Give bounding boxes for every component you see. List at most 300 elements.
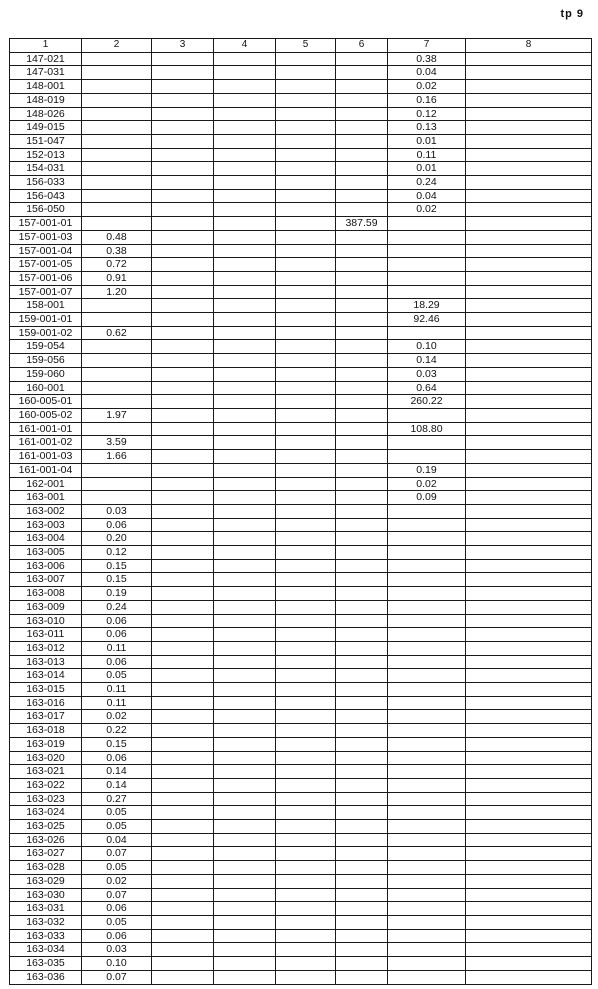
- table-cell: [466, 408, 592, 422]
- table-cell: [214, 724, 276, 738]
- table-cell: 260.22: [388, 395, 466, 409]
- table-cell: [214, 943, 276, 957]
- table-cell: [82, 176, 152, 190]
- table-cell: [388, 573, 466, 587]
- table-cell: [388, 504, 466, 518]
- table-cell: [276, 710, 336, 724]
- row-id-cell: 147-021: [10, 52, 82, 66]
- table-cell: [82, 395, 152, 409]
- table-cell: [152, 299, 214, 313]
- table-row: [10, 724, 592, 738]
- table-cell: [388, 820, 466, 834]
- table-cell: [82, 313, 152, 327]
- table-cell: [152, 902, 214, 916]
- table-cell: [388, 929, 466, 943]
- table-row: [10, 326, 592, 340]
- table-cell: [336, 518, 388, 532]
- table-cell: [466, 93, 592, 107]
- table-cell: [276, 669, 336, 683]
- column-header: 5: [276, 39, 336, 53]
- table-cell: [336, 737, 388, 751]
- table-cell: [152, 52, 214, 66]
- row-id-cell: 148-026: [10, 107, 82, 121]
- table-cell: [214, 902, 276, 916]
- table-cell: [336, 902, 388, 916]
- table-cell: [336, 669, 388, 683]
- row-id-cell: 163-031: [10, 902, 82, 916]
- row-id-cell: 163-017: [10, 710, 82, 724]
- table-cell: [336, 970, 388, 984]
- table-cell: [82, 299, 152, 313]
- table-row: [10, 93, 592, 107]
- table-cell: [466, 751, 592, 765]
- table-cell: [214, 422, 276, 436]
- row-id-cell: 163-011: [10, 628, 82, 642]
- table-cell: [82, 134, 152, 148]
- table-cell: [388, 916, 466, 930]
- row-id-cell: 158-001: [10, 299, 82, 313]
- table-cell: [336, 929, 388, 943]
- table-cell: [466, 367, 592, 381]
- table-cell: [388, 847, 466, 861]
- table-cell: [388, 217, 466, 231]
- table-cell: [466, 532, 592, 546]
- table-cell: [276, 134, 336, 148]
- row-id-cell: 151-047: [10, 134, 82, 148]
- table-cell: [276, 52, 336, 66]
- table-cell: [276, 107, 336, 121]
- table-cell: [214, 491, 276, 505]
- table-cell: [276, 628, 336, 642]
- table-cell: [388, 532, 466, 546]
- table-row: [10, 463, 592, 477]
- row-id-cell: 163-028: [10, 861, 82, 875]
- table-cell: [214, 244, 276, 258]
- table-row: [10, 820, 592, 834]
- table-cell: [82, 381, 152, 395]
- table-cell: [276, 299, 336, 313]
- table-cell: [152, 724, 214, 738]
- table-cell: [276, 395, 336, 409]
- table-cell: [152, 683, 214, 697]
- table-cell: [152, 820, 214, 834]
- table-row: [10, 176, 592, 190]
- header-row: [10, 39, 592, 53]
- table-cell: [276, 765, 336, 779]
- table-cell: 0.06: [82, 614, 152, 628]
- table-row: [10, 916, 592, 930]
- table-cell: [388, 683, 466, 697]
- table-cell: [388, 450, 466, 464]
- table-cell: [214, 874, 276, 888]
- table-cell: [82, 217, 152, 231]
- table-cell: [152, 655, 214, 669]
- table-cell: [276, 737, 336, 751]
- table-cell: 0.07: [82, 888, 152, 902]
- table-cell: 0.07: [82, 970, 152, 984]
- table-cell: [466, 326, 592, 340]
- table-cell: [152, 833, 214, 847]
- table-cell: [466, 477, 592, 491]
- row-id-cell: 163-019: [10, 737, 82, 751]
- table-cell: [152, 107, 214, 121]
- table-cell: [214, 450, 276, 464]
- table-row: [10, 861, 592, 875]
- table-cell: [388, 669, 466, 683]
- table-cell: [466, 217, 592, 231]
- table-cell: [466, 504, 592, 518]
- table-cell: [466, 573, 592, 587]
- table-cell: [336, 916, 388, 930]
- table-cell: [276, 463, 336, 477]
- table-cell: [466, 354, 592, 368]
- table-cell: [82, 148, 152, 162]
- table-cell: [466, 271, 592, 285]
- table-cell: [214, 189, 276, 203]
- table-cell: 0.05: [82, 820, 152, 834]
- table-cell: [276, 326, 336, 340]
- table-cell: [152, 943, 214, 957]
- row-id-cell: 148-019: [10, 93, 82, 107]
- table-cell: 18.29: [388, 299, 466, 313]
- table-cell: [466, 176, 592, 190]
- table-cell: [152, 271, 214, 285]
- table-cell: [214, 737, 276, 751]
- table-cell: [214, 847, 276, 861]
- table-row: [10, 134, 592, 148]
- table-cell: 0.14: [82, 765, 152, 779]
- row-id-cell: 163-029: [10, 874, 82, 888]
- table-row: [10, 258, 592, 272]
- table-cell: [214, 929, 276, 943]
- table-cell: [152, 148, 214, 162]
- table-cell: [276, 820, 336, 834]
- table-cell: [388, 888, 466, 902]
- table-cell: 0.12: [388, 107, 466, 121]
- table-cell: [336, 162, 388, 176]
- table-cell: [276, 381, 336, 395]
- table-cell: [336, 861, 388, 875]
- table-cell: 0.06: [82, 518, 152, 532]
- table-row: [10, 765, 592, 779]
- table-cell: [388, 792, 466, 806]
- table-row: [10, 436, 592, 450]
- table-cell: [152, 230, 214, 244]
- table-cell: [276, 546, 336, 560]
- table-row: [10, 573, 592, 587]
- table-cell: [276, 559, 336, 573]
- table-cell: 0.05: [82, 806, 152, 820]
- table-cell: [466, 696, 592, 710]
- table-cell: [276, 450, 336, 464]
- table-row: [10, 806, 592, 820]
- table-cell: [214, 600, 276, 614]
- row-id-cell: 163-008: [10, 587, 82, 601]
- table-cell: [466, 80, 592, 94]
- row-id-cell: 163-034: [10, 943, 82, 957]
- table-cell: [82, 340, 152, 354]
- table-cell: 0.22: [82, 724, 152, 738]
- table-row: [10, 121, 592, 135]
- table-cell: [466, 600, 592, 614]
- table-cell: [214, 970, 276, 984]
- table-cell: [276, 806, 336, 820]
- table-cell: [336, 573, 388, 587]
- table-cell: [152, 463, 214, 477]
- table-cell: 0.02: [388, 80, 466, 94]
- table-row: [10, 52, 592, 66]
- table-cell: [466, 450, 592, 464]
- table-cell: [388, 244, 466, 258]
- row-id-cell: 163-027: [10, 847, 82, 861]
- table-cell: [152, 176, 214, 190]
- table-cell: [388, 874, 466, 888]
- row-id-cell: 154-031: [10, 162, 82, 176]
- table-row: [10, 559, 592, 573]
- table-cell: [336, 354, 388, 368]
- table-cell: 0.03: [82, 943, 152, 957]
- table-cell: [82, 121, 152, 135]
- row-id-cell: 159-001-02: [10, 326, 82, 340]
- table-cell: [276, 833, 336, 847]
- table-cell: [466, 943, 592, 957]
- table-cell: 0.10: [388, 340, 466, 354]
- table-cell: [336, 450, 388, 464]
- page-label: tp 9: [560, 8, 584, 20]
- table-cell: [82, 203, 152, 217]
- table-cell: [214, 655, 276, 669]
- row-id-cell: 156-033: [10, 176, 82, 190]
- table-cell: 1.97: [82, 408, 152, 422]
- row-id-cell: 163-010: [10, 614, 82, 628]
- table-cell: [388, 957, 466, 971]
- table-cell: [466, 902, 592, 916]
- table-cell: [276, 888, 336, 902]
- table-cell: 108.80: [388, 422, 466, 436]
- table-cell: 0.01: [388, 162, 466, 176]
- table-cell: [152, 354, 214, 368]
- table-cell: 3.59: [82, 436, 152, 450]
- table-cell: [152, 929, 214, 943]
- table-cell: [152, 669, 214, 683]
- table-cell: [276, 792, 336, 806]
- row-id-cell: 159-056: [10, 354, 82, 368]
- table-row: [10, 491, 592, 505]
- table-cell: [152, 957, 214, 971]
- table-cell: 0.11: [82, 696, 152, 710]
- table-cell: [276, 340, 336, 354]
- table-cell: [214, 504, 276, 518]
- table-cell: 0.04: [388, 189, 466, 203]
- table-cell: [466, 916, 592, 930]
- table-cell: [214, 916, 276, 930]
- table-cell: [466, 806, 592, 820]
- table-row: [10, 162, 592, 176]
- table-cell: [466, 641, 592, 655]
- table-row: [10, 66, 592, 80]
- table-cell: [152, 559, 214, 573]
- table-cell: [466, 970, 592, 984]
- table-cell: [276, 929, 336, 943]
- table-cell: [152, 258, 214, 272]
- row-id-cell: 163-009: [10, 600, 82, 614]
- table-cell: [276, 600, 336, 614]
- table-cell: 0.02: [82, 874, 152, 888]
- table-cell: [214, 696, 276, 710]
- table-cell: [214, 80, 276, 94]
- table-cell: [152, 121, 214, 135]
- table-cell: [214, 134, 276, 148]
- table-cell: 0.01: [388, 134, 466, 148]
- table-cell: [388, 778, 466, 792]
- table-cell: 0.05: [82, 669, 152, 683]
- table-cell: [152, 614, 214, 628]
- table-cell: [276, 203, 336, 217]
- table-row: [10, 408, 592, 422]
- table-cell: 0.64: [388, 381, 466, 395]
- table-cell: [276, 532, 336, 546]
- table-cell: [336, 847, 388, 861]
- table-cell: [336, 422, 388, 436]
- table-cell: [82, 162, 152, 176]
- table-cell: 1.66: [82, 450, 152, 464]
- table-row: [10, 230, 592, 244]
- table-cell: [276, 477, 336, 491]
- table-cell: [214, 107, 276, 121]
- table-cell: 0.62: [82, 326, 152, 340]
- table-cell: [466, 874, 592, 888]
- table-row: [10, 655, 592, 669]
- table-cell: [336, 93, 388, 107]
- table-cell: 0.06: [82, 628, 152, 642]
- table-cell: [214, 861, 276, 875]
- row-id-cell: 160-005-02: [10, 408, 82, 422]
- table-cell: [152, 737, 214, 751]
- table-cell: [466, 778, 592, 792]
- table-cell: [336, 888, 388, 902]
- table-cell: 0.20: [82, 532, 152, 546]
- table-cell: [276, 696, 336, 710]
- table-cell: [336, 491, 388, 505]
- table-cell: [336, 107, 388, 121]
- table-cell: [466, 669, 592, 683]
- table-cell: [214, 367, 276, 381]
- table-cell: [214, 203, 276, 217]
- table-cell: [152, 518, 214, 532]
- row-id-cell: 163-023: [10, 792, 82, 806]
- table-cell: [82, 422, 152, 436]
- table-cell: [336, 943, 388, 957]
- table-cell: [336, 285, 388, 299]
- table-cell: [276, 614, 336, 628]
- table-cell: [466, 121, 592, 135]
- table-cell: [336, 655, 388, 669]
- table-cell: [336, 121, 388, 135]
- table-cell: [214, 121, 276, 135]
- table-cell: [152, 217, 214, 231]
- table-cell: [214, 669, 276, 683]
- table-cell: [152, 367, 214, 381]
- table-row: [10, 381, 592, 395]
- table-cell: [336, 957, 388, 971]
- table-cell: 0.15: [82, 573, 152, 587]
- row-id-cell: 157-001-03: [10, 230, 82, 244]
- row-id-cell: 157-001-07: [10, 285, 82, 299]
- row-id-cell: 157-001-06: [10, 271, 82, 285]
- table-cell: [276, 778, 336, 792]
- table-cell: [336, 176, 388, 190]
- table-cell: [152, 916, 214, 930]
- table-cell: [152, 778, 214, 792]
- table-cell: [336, 765, 388, 779]
- table-row: [10, 847, 592, 861]
- table-cell: [388, 436, 466, 450]
- row-id-cell: 163-032: [10, 916, 82, 930]
- table-cell: [388, 546, 466, 560]
- table-cell: [336, 532, 388, 546]
- table-cell: [466, 107, 592, 121]
- table-cell: 0.48: [82, 230, 152, 244]
- table-cell: [82, 491, 152, 505]
- table-cell: [336, 189, 388, 203]
- table-cell: [152, 340, 214, 354]
- table-cell: [336, 874, 388, 888]
- table-cell: [152, 888, 214, 902]
- table-cell: [466, 203, 592, 217]
- table-cell: [214, 313, 276, 327]
- column-header: 3: [152, 39, 214, 53]
- table-cell: [466, 491, 592, 505]
- table-cell: [152, 408, 214, 422]
- table-cell: [82, 107, 152, 121]
- table-cell: [152, 765, 214, 779]
- table-row: [10, 737, 592, 751]
- table-cell: [276, 93, 336, 107]
- table-cell: [466, 559, 592, 573]
- table-cell: [276, 847, 336, 861]
- table-cell: [276, 641, 336, 655]
- table-cell: [466, 395, 592, 409]
- table-cell: [336, 230, 388, 244]
- table-cell: [214, 354, 276, 368]
- table-cell: [466, 258, 592, 272]
- table-cell: [336, 696, 388, 710]
- table-row: [10, 683, 592, 697]
- table-cell: [276, 271, 336, 285]
- table-cell: 0.03: [388, 367, 466, 381]
- table-cell: [336, 66, 388, 80]
- table-cell: [276, 162, 336, 176]
- table-cell: [388, 655, 466, 669]
- table-row: [10, 546, 592, 560]
- table-cell: [82, 477, 152, 491]
- table-cell: [388, 600, 466, 614]
- table-row: [10, 970, 592, 984]
- table-cell: [82, 189, 152, 203]
- table-cell: [152, 587, 214, 601]
- table-cell: [152, 436, 214, 450]
- table-row: [10, 299, 592, 313]
- data-table: [9, 38, 592, 985]
- row-id-cell: 163-014: [10, 669, 82, 683]
- table-cell: [466, 929, 592, 943]
- table-row: [10, 532, 592, 546]
- table-cell: [276, 354, 336, 368]
- row-id-cell: 163-015: [10, 683, 82, 697]
- table-cell: [214, 628, 276, 642]
- row-id-cell: 161-001-04: [10, 463, 82, 477]
- table-cell: 0.13: [388, 121, 466, 135]
